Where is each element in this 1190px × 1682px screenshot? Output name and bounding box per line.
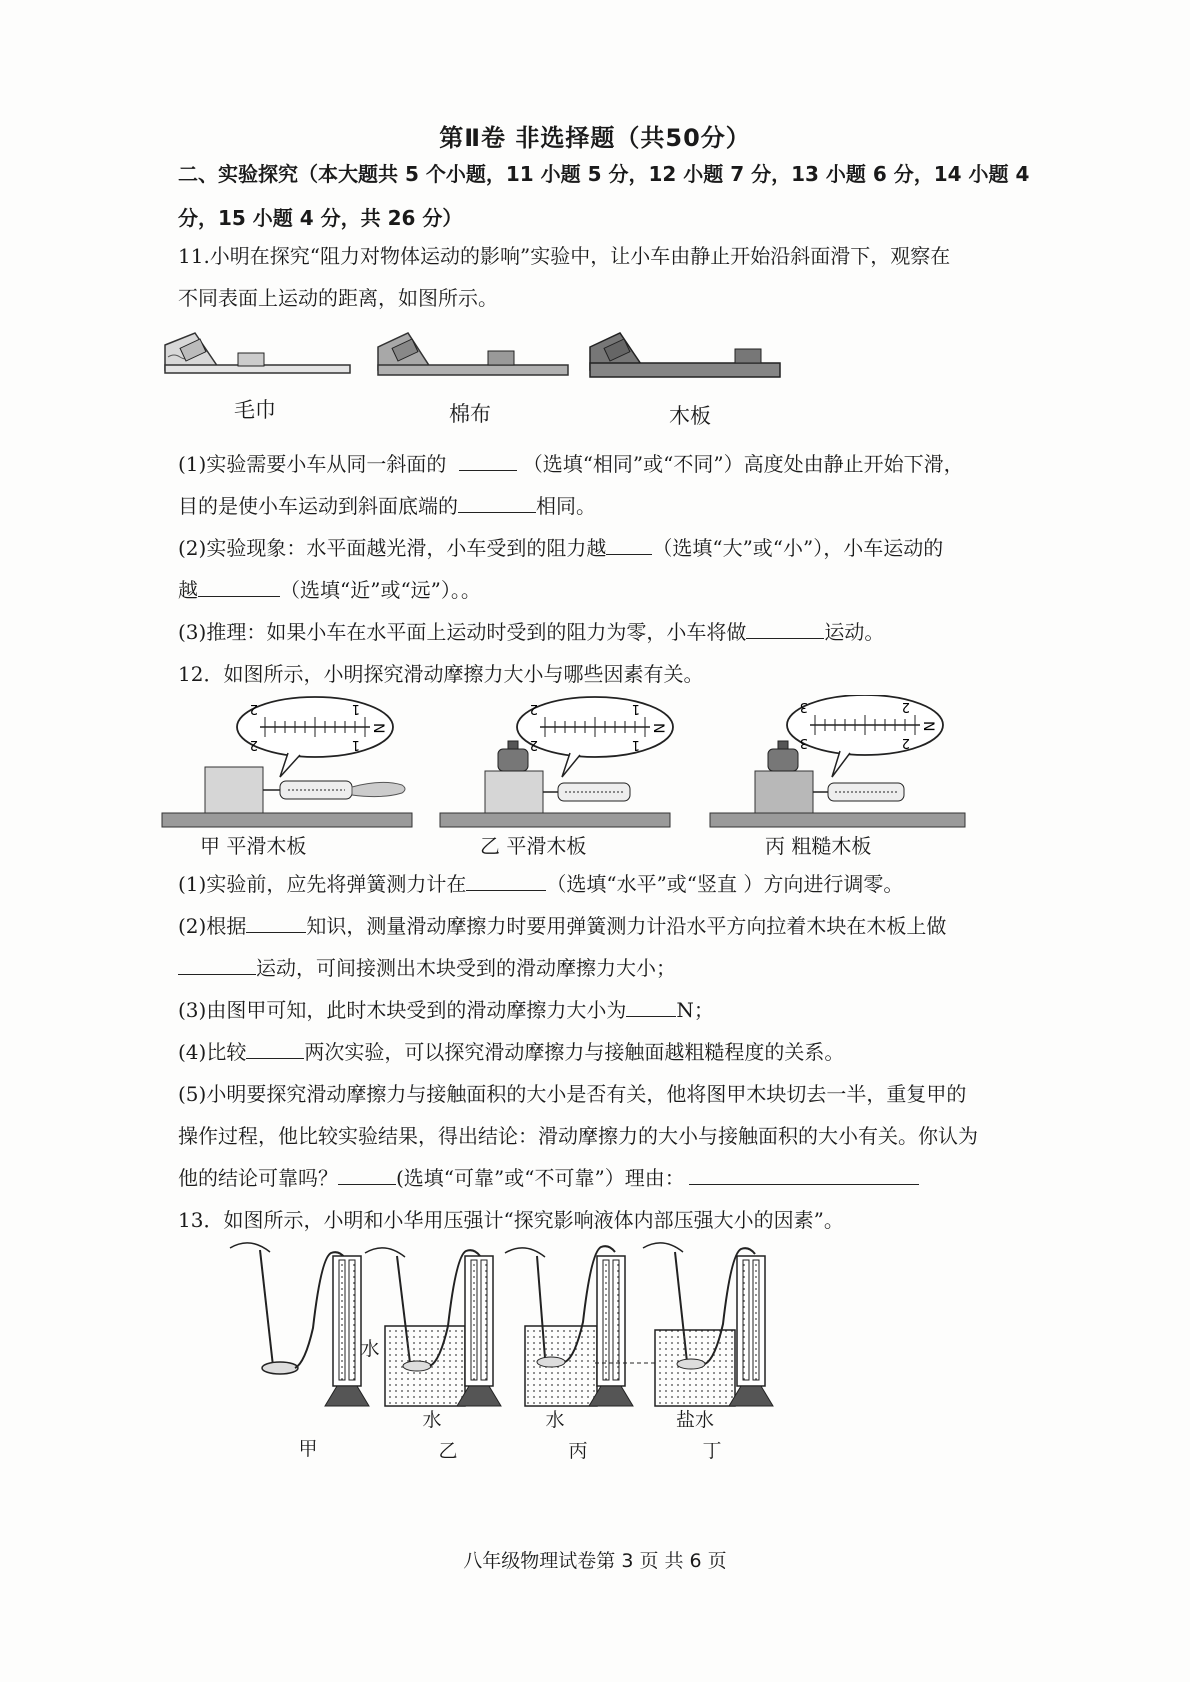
- q11-part2-line-2: [178, 576, 481, 604]
- gauge-bing-figure: [505, 1246, 633, 1406]
- q12-part2-line-2: [178, 954, 676, 982]
- q12-p4b: 两次实验，可以探究滑动摩擦力与接触面越粗糙程度的关系。: [304, 1040, 845, 1064]
- q12-part1: [178, 870, 903, 898]
- towel-surface-figure: [165, 333, 350, 373]
- q12-blank-2[interactable]: [246, 912, 306, 933]
- scale-tick-label: 2: [529, 701, 538, 716]
- q12-p4a: (4)比较: [178, 1040, 247, 1064]
- scale-unit-label: N: [370, 723, 386, 734]
- scale-tick-label: 1: [351, 737, 360, 752]
- q12-p5c: 他的结论可靠吗？: [178, 1166, 338, 1190]
- q11-part1-line-1: [178, 450, 964, 478]
- gauge-yi-figure: [365, 1248, 501, 1406]
- q11-p1a: (1)实验需要小车从同一斜面的: [178, 452, 447, 476]
- q12-p5d: (选填“可靠”或“不可靠”）理由：: [396, 1166, 685, 1190]
- q11-stem-line-2: 不同表面上运动的距离，如图所示。: [178, 286, 498, 310]
- section-heading-line-1: 二、实验探究（本大题共 5 个小题，11 小题 5 分，12 小题 7 分，13 小题 6 分，14 小题 4: [178, 162, 1030, 186]
- q13-liquid-label-ding: 盐水: [675, 1409, 714, 1431]
- q12-blank-4[interactable]: [626, 996, 676, 1017]
- q12-part5-line-2: 操作过程，他比较实验结果，得出结论：滑动摩擦力的大小与接触面积的大小有关。你认为: [178, 1124, 978, 1148]
- gauge-jia-figure: [230, 1243, 369, 1406]
- q12-p3a: (3)由图甲可知，此时木块受到的滑动摩擦力大小为: [178, 998, 627, 1022]
- q12-blank-5[interactable]: [246, 1038, 304, 1059]
- q11-p3a: (3)推理：如果小车在水平面上运动时受到的阻力为零，小车将做: [178, 620, 747, 644]
- q12-blank-6[interactable]: [338, 1164, 396, 1185]
- q11-p2d: （选填“近”或“远”）。。: [280, 578, 481, 602]
- q12-p2b: 知识，测量滑动摩擦力时要用弹簧测力计沿水平方向拉着木块在木板上做: [306, 914, 947, 938]
- q11-stem-line-1: 11.小明在探究“阻力对物体运动的影响”实验中，让小车由静止开始沿斜面滑下，观察在: [178, 244, 951, 268]
- scale-tick-label: 1: [631, 737, 640, 752]
- q12-p2c: 运动，可间接测出木块受到的滑动摩擦力大小；: [256, 956, 676, 980]
- q12-stem: 12．如图所示，小明探究滑动摩擦力大小与哪些因素有关。: [178, 662, 704, 686]
- q12-friction-figures: [160, 695, 1020, 840]
- scale-unit-label: N: [920, 721, 936, 732]
- q12-caption-bing: 丙 粗糙木板: [765, 834, 872, 858]
- q12-caption-yi: 乙 平滑木板: [480, 834, 587, 858]
- q12-blank-7[interactable]: [689, 1164, 919, 1185]
- q13-stem: 13．如图所示，小明和小华用压强计“探究影响液体内部压强大小的因素”。: [178, 1208, 844, 1232]
- q12-blank-3[interactable]: [178, 954, 256, 975]
- q11-blank-5[interactable]: [746, 618, 824, 639]
- q11-blank-4[interactable]: [198, 576, 280, 597]
- experiment-bing-figure: [710, 695, 965, 827]
- q11-p1b: （选填“相同”或“不同”）高度处由静止开始下滑，: [522, 452, 964, 476]
- scale-tick-label: 2: [901, 699, 910, 714]
- q13-caption-jia: 甲: [298, 1438, 318, 1460]
- gauge-ding-figure: [643, 1243, 773, 1406]
- scale-tick-label: 3: [799, 699, 808, 714]
- q13-caption-ding: 丁: [702, 1440, 722, 1462]
- q11-part3: [178, 618, 884, 646]
- q12-part5-line-3: [178, 1164, 919, 1192]
- q11-caption-towel: 毛巾: [234, 398, 276, 422]
- scale-tick-label: 3: [799, 735, 808, 750]
- scale-tick-label: 1: [631, 701, 640, 716]
- q11-blank-1[interactable]: [459, 450, 517, 471]
- cotton-surface-figure: [378, 333, 568, 375]
- q13-liquid-label-yi: 水: [422, 1409, 442, 1431]
- scale-tick-label: 2: [249, 737, 258, 752]
- q12-part5-line-1: (5)小明要探究滑动摩擦力与接触面积的大小是否有关，他将图甲木块切去一半，重复甲的: [178, 1082, 967, 1106]
- q11-p1c: 目的是使小车运动到斜面底端的: [178, 494, 458, 518]
- q13-liquid-label-bing: 水: [545, 1409, 565, 1431]
- q11-incline-figures: [160, 325, 790, 395]
- section-heading-line-2: 分，15 小题 4 分，共 26 分）: [178, 206, 463, 230]
- q13-caption-bing: 丙: [568, 1440, 588, 1462]
- scale-tick-label: 1: [351, 701, 360, 716]
- q12-p1b: （选填“水平”或“竖直 ）方向进行调零。: [546, 872, 904, 896]
- q11-p2a: (2)实验现象：水平面越光滑，小车受到的阻力越: [178, 536, 607, 560]
- q12-p1a: (1)实验前，应先将弹簧测力计在: [178, 872, 467, 896]
- q12-part3: [178, 996, 714, 1024]
- scale-unit-label: N: [650, 723, 666, 734]
- q12-blank-1[interactable]: [466, 870, 546, 891]
- q12-p3b: N；: [676, 998, 714, 1022]
- q12-p2a: (2)根据: [178, 914, 247, 938]
- scale-tick-label: 2: [249, 701, 258, 716]
- q11-p1d: 相同。: [536, 494, 596, 518]
- q12-part2-line-1: [178, 912, 946, 940]
- scale-tick-label: 2: [901, 735, 910, 750]
- q13-caption-yi: 乙: [438, 1440, 458, 1462]
- q11-blank-3[interactable]: [606, 534, 652, 555]
- scale-tick-label: 2: [529, 737, 538, 752]
- page-footer: 八年级物理试卷第 3 页 共 6 页: [463, 1550, 727, 1572]
- q11-part2-line-1: [178, 534, 943, 562]
- q11-p2b: （选填“大”或“小”），小车运动的: [652, 536, 944, 560]
- section-title: 第Ⅱ卷 非选择题（共50分）: [439, 124, 751, 152]
- q12-caption-jia: 甲 平滑木板: [200, 834, 307, 858]
- q11-caption-cotton: 棉布: [449, 402, 491, 426]
- experiment-yi-figure: [440, 697, 673, 827]
- q11-p2c: 越: [178, 578, 198, 602]
- q11-blank-2[interactable]: [458, 492, 536, 513]
- q11-caption-board: 木板: [669, 404, 711, 428]
- q11-p3b: 运动。: [824, 620, 885, 644]
- q12-part4: [178, 1038, 844, 1066]
- q13-pressure-gauge-figures: [225, 1238, 785, 1413]
- q11-part1-line-2: [178, 492, 596, 520]
- q13-water-side-label: 水: [360, 1338, 380, 1360]
- board-surface-figure: [590, 333, 780, 377]
- experiment-jia-figure: [162, 697, 412, 827]
